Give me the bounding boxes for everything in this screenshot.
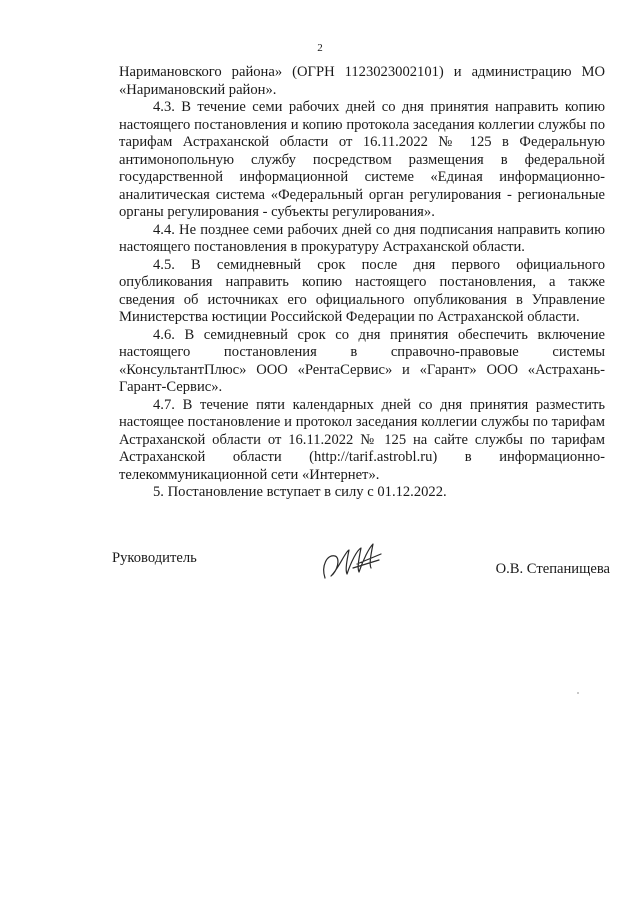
- paragraph-4-5: 4.5. В семидневный срок после дня первого официального опубликования направить копию настоящего постановления, а также сведения об источниках его официального опубликования в Управление Министерства юстиции Российской Федерации по Астраханской области.: [119, 256, 605, 325]
- signatory-title: Руководитель: [112, 550, 197, 566]
- scan-speck: [577, 692, 579, 694]
- handwritten-signature-icon: [317, 538, 387, 588]
- page-number: 2: [317, 42, 323, 54]
- signatory-name: О.В. Степанищева: [495, 561, 610, 577]
- paragraph-4-6: 4.6. В семидневный срок со дня принятия обеспечить включение настоящего постановления в справочно-правовые системы «КонсультантПлюс» ООО «РентаСервис» и «Гарант» ООО «Астрахань-Гарант-Сервис».: [119, 326, 605, 395]
- paragraph-4-4: 4.4. Не позднее семи рабочих дней со дня подписания направить копию настоящего постановления в прокуратуру Астраханской области.: [119, 221, 605, 255]
- paragraph-continuation: Наримановского района» (ОГРН 1123023002101) и администрацию МО «Наримановский район».: [119, 64, 605, 98]
- document-body: [119, 64, 605, 502]
- signature-block: [112, 538, 610, 598]
- paragraph-5: 5. Постановление вступает в силу с 01.12.2022.: [153, 484, 447, 500]
- paragraph-4-7: 4.7. В течение пяти календарных дней со дня принятия разместить настоящее постановление и протокол заседания коллегии службы по тарифам Астраханской области от 16.11.2022 № 125 на сайте службы по тарифам Астраханской области (http://tarif.astrobl.ru) в информационно-телекоммуникационной сети «Интернет».: [119, 396, 605, 483]
- paragraph-4-3: 4.3. В течение семи рабочих дней со дня принятия направить копию настоящего постановления и копию протокола заседания коллегии службы по тарифам Астраханской области от 16.11.2022 № 125 в Федеральную антимонопольную службу посредством размещения в федеральной государственной информационной системе «Единая информационно-аналитическая система «Федеральный орган регулирования - региональные органы регулирования - субъекты регулирования».: [119, 99, 605, 220]
